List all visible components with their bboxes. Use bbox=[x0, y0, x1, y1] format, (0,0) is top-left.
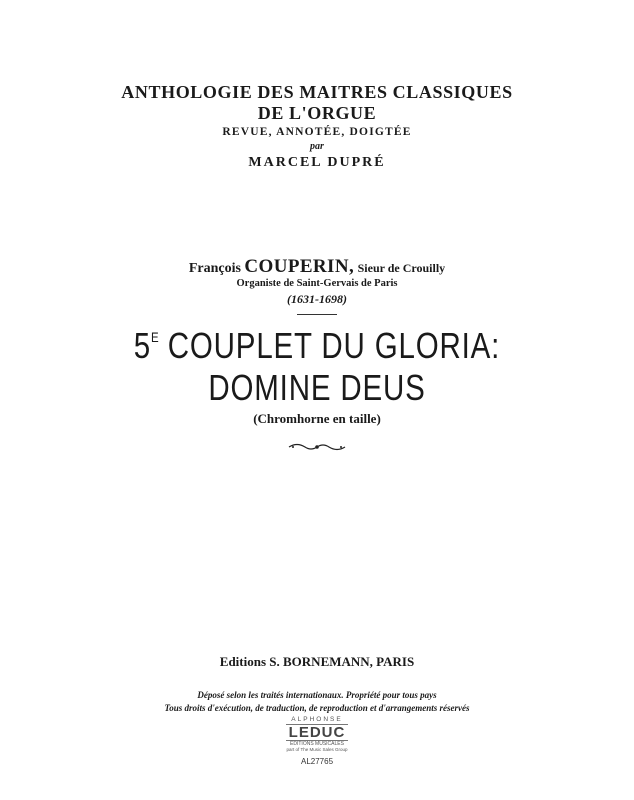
series-title-line2: DE L'ORGUE bbox=[257, 103, 377, 123]
leduc-logo bbox=[286, 716, 348, 752]
piece-number: 5 bbox=[133, 325, 152, 366]
editions-name: S. BORNEMANN, PARIS bbox=[269, 654, 415, 669]
editor-name: MARCEL DUPRÉ bbox=[248, 155, 386, 170]
composer-line bbox=[0, 256, 634, 278]
composer-dates: (1631-1698) bbox=[287, 292, 347, 306]
composer-first-name: François bbox=[188, 261, 241, 276]
logo-line4: part of The Music Sales Group bbox=[286, 747, 348, 752]
by-label: par bbox=[310, 141, 324, 152]
composer-position: Organiste de Saint-Gervais de Paris bbox=[236, 278, 398, 289]
catalog-code: AL27765 bbox=[300, 757, 334, 766]
composer-title: Sieur de Crouilly bbox=[357, 261, 446, 275]
rights-line1: Déposé selon les traités internationaux. Propriété pour tous pays bbox=[197, 690, 437, 700]
composer-last-name: COUPERIN, bbox=[244, 256, 355, 277]
piece-title-line1 bbox=[57, 325, 577, 367]
instrumentation: (Chromhorne en taille) bbox=[253, 411, 381, 426]
ornament-flourish-icon bbox=[287, 440, 347, 454]
edition-subtitle: REVUE, ANNOTÉE, DOIGTÉE bbox=[222, 126, 412, 138]
logo-line3: ÉDITIONS MUSICALES bbox=[286, 740, 348, 747]
rights-line2: Tous droits d'exécution, de traduction, de reproduction et d'arrangements réservés bbox=[164, 703, 470, 713]
piece-title-line2: DOMINE DEUS bbox=[208, 367, 426, 408]
divider-rule bbox=[297, 314, 337, 315]
piece-number-suffix: E bbox=[151, 329, 159, 345]
logo-line1: ALPHONSE bbox=[286, 716, 348, 725]
logo-line2: LEDUC bbox=[288, 724, 346, 741]
series-title-line1: ANTHOLOGIE DES MAITRES CLASSIQUES bbox=[121, 82, 513, 102]
editions-prefix: Editions bbox=[219, 654, 267, 669]
publisher-line bbox=[0, 654, 634, 670]
piece-title-text: COUPLET DU GLORIA: bbox=[167, 325, 501, 366]
